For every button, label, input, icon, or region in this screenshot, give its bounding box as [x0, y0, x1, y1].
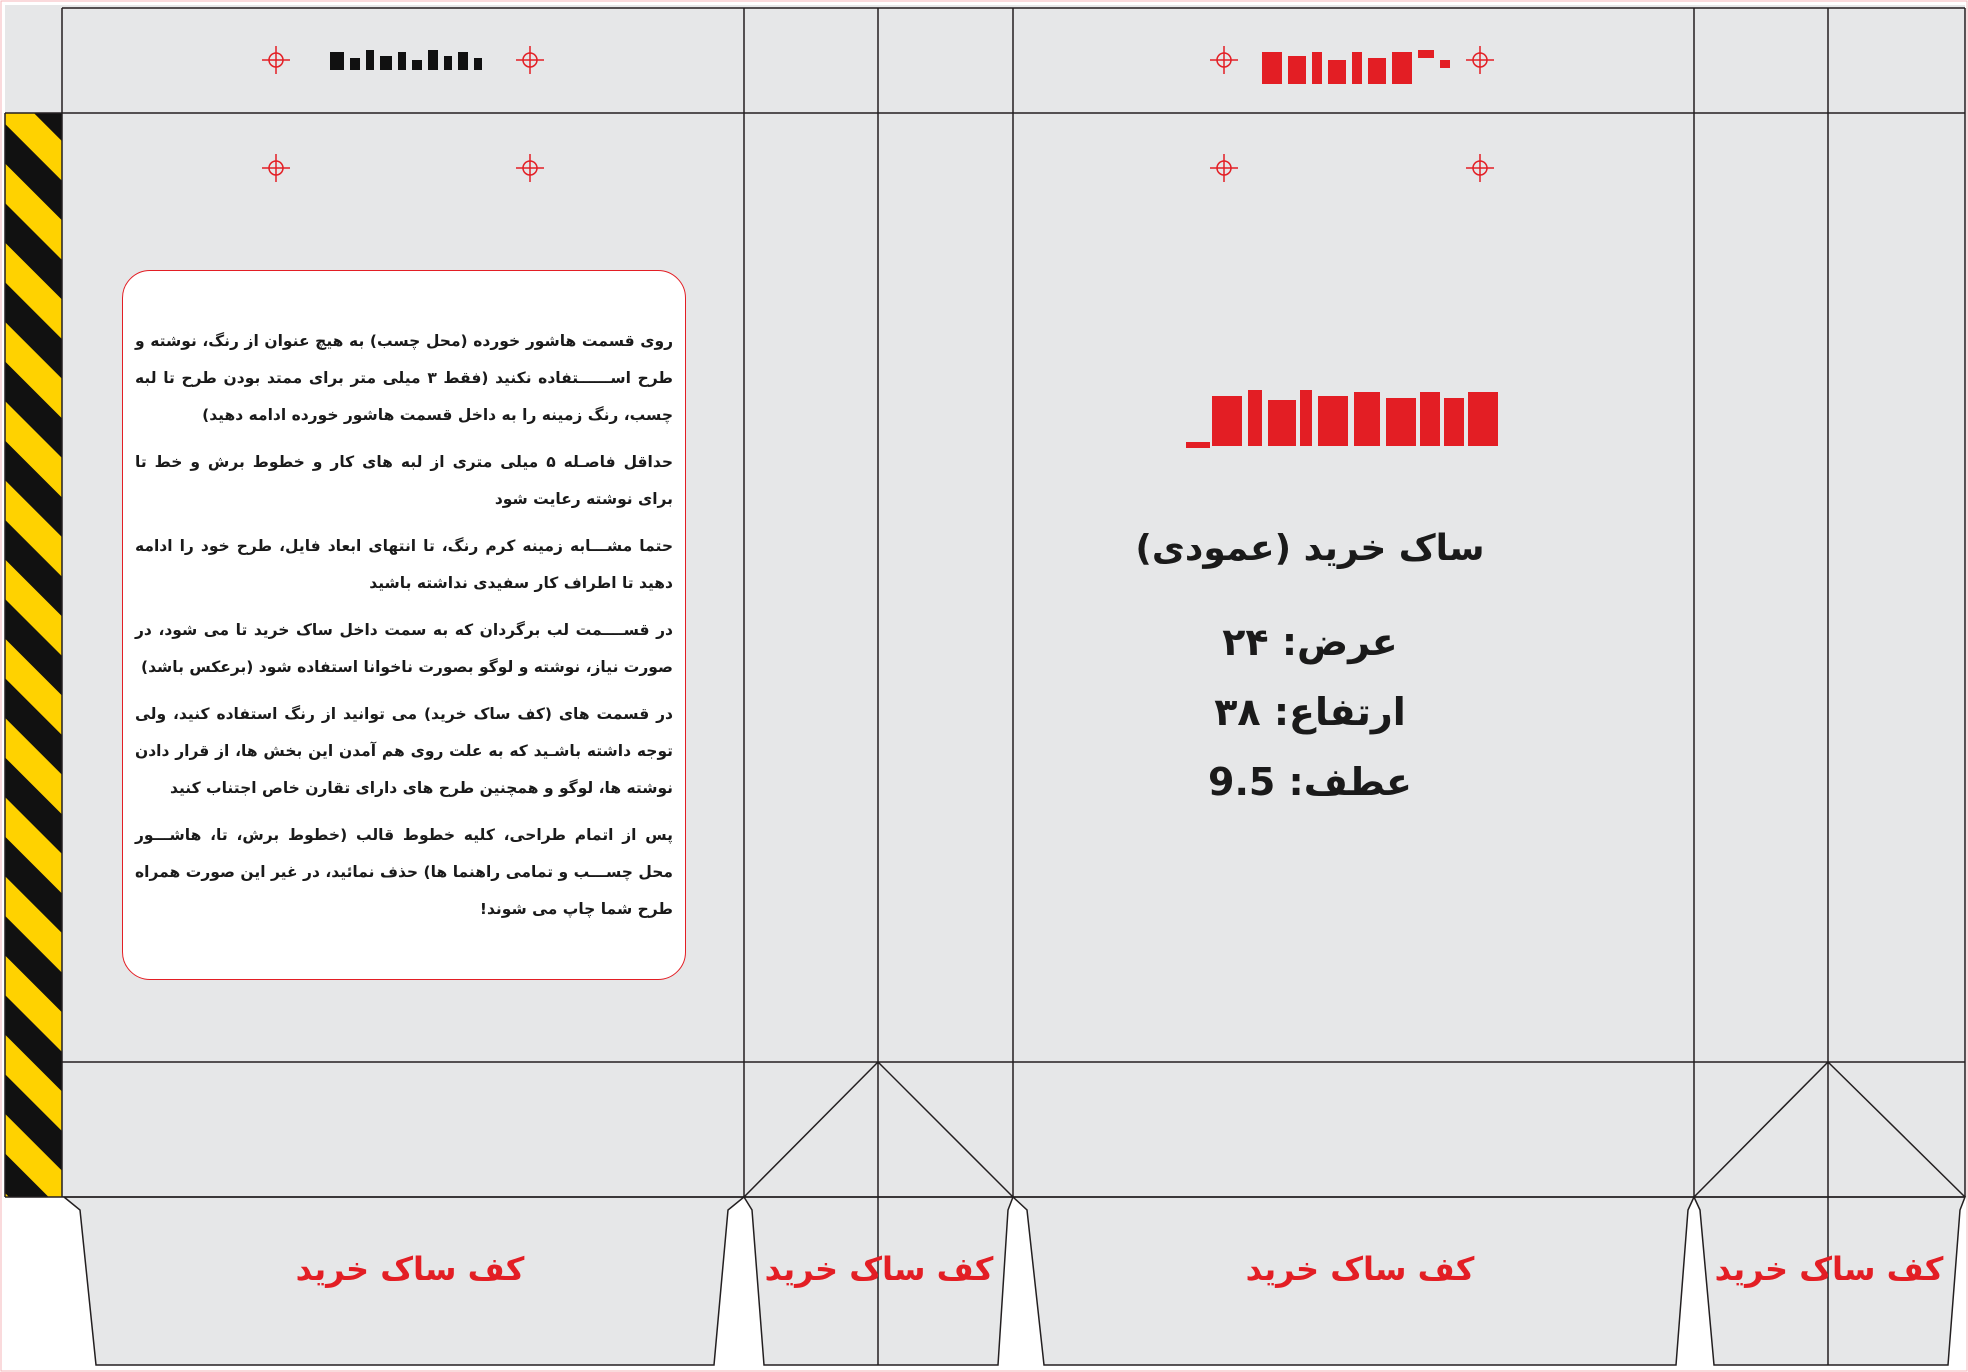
instructions-box — [122, 270, 686, 980]
bottom-label-3: کف ساک خرید — [1245, 1250, 1475, 1288]
glue-area-hazard-strip — [5, 113, 62, 1197]
instruction-3: حتما مشـــابه زمینه کرم رنگ، تا انتهای ابعاد فایل، طرح خود را ادامه دهید تا اطراف کار سفیدی نداشته باشید — [135, 537, 673, 592]
bottom-label-1: کف ساک خرید — [295, 1250, 525, 1288]
product-gusset: عطف: 9.5 — [1208, 760, 1412, 804]
brand-logo — [1186, 390, 1498, 448]
product-height: ارتفاع: ۳۸ — [1214, 690, 1406, 734]
instruction-4: در قســــمت لب برگردان که به سمت داخل ساک خرید تا می شود، در صورت نیاز، نوشته و لوگو بصورت ناخوانا استفاده شود (برعکس باشد) — [135, 621, 673, 676]
instruction-1: روی قسمت هاشور خورده (محل چسب) به هیچ عنوان از رنگ، نوشته و طرح اســــــتفاده نکنید (فقط ۳ میلی متر برای ممتد بودن طرح تا لبه چسب، رنگ زمینه را به داخل قسمت هاشور خورده ادامه دهید) — [135, 332, 673, 424]
instruction-5: در قسمت های (کف ساک خرید) می توانید از رنگ استفاده کنید، ولی توجه داشته باشـید که به علت روی هم آمدن این بخش ها، از قرار دادن نوشته ها، لوگو و همچنین طرح های دارای تقارن خاص اجتناب کنید — [135, 705, 673, 797]
product-width: عرض: ۲۴ — [1222, 620, 1398, 664]
bottom-label-2: کف ساک خرید — [764, 1250, 994, 1288]
instruction-2: حداقل فاصـله ۵ میلی متری از لبه های کار و خطوط برش و خط تا برای نوشته رعایت شود — [135, 453, 673, 508]
instruction-6: پس از اتمام طراحی، کلیه خطوط قالب (خطوط برش، تا، هاشـــور محل چســـب و تمامی راهنما ها) حذف نمائید، در غیر این صورت همراه طرح شما چاپ می شوند! — [135, 826, 673, 918]
bottom-label-4: کف ساک خرید — [1714, 1250, 1944, 1288]
product-title: ساک خرید (عمودی) — [1135, 528, 1485, 569]
